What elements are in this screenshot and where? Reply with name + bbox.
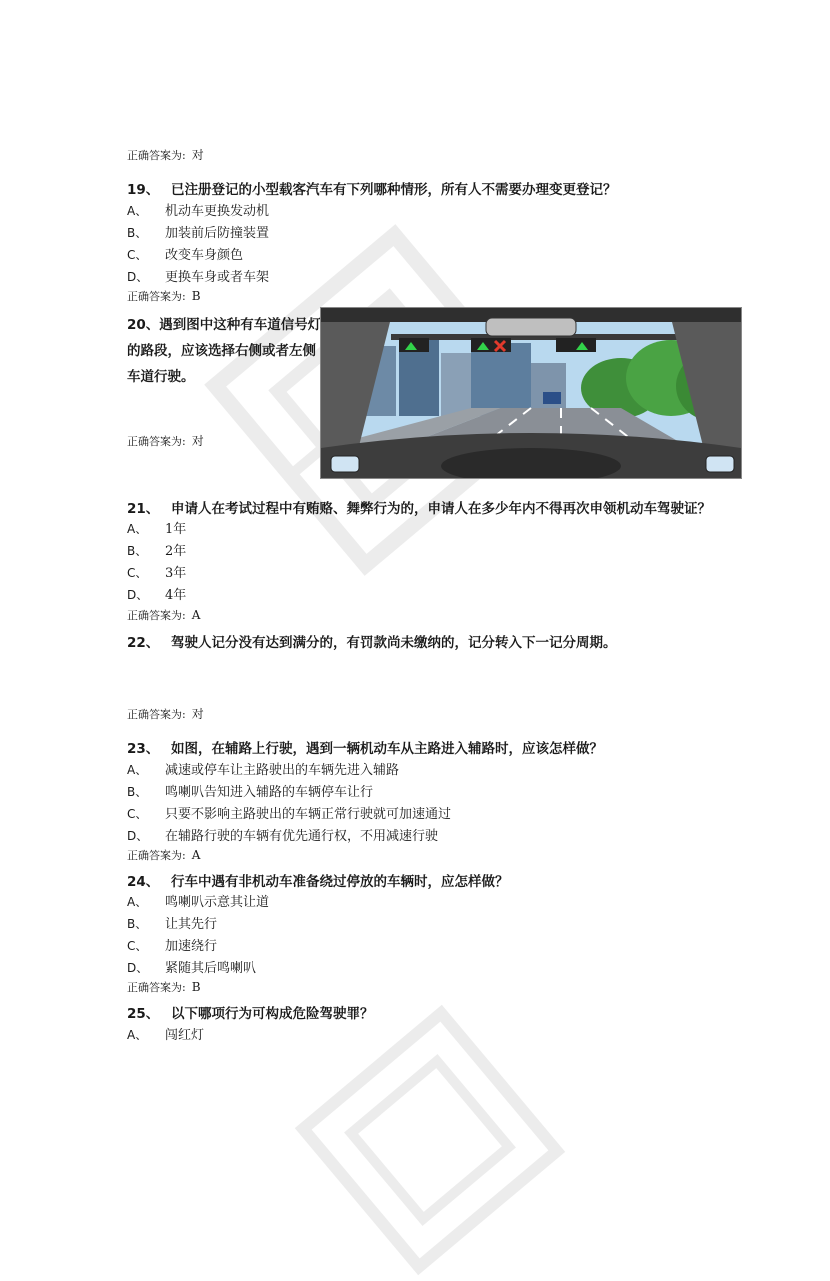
- question-24: [127, 870, 509, 890]
- question-20: [127, 312, 322, 390]
- option-a: [127, 200, 269, 219]
- question-21: [127, 497, 711, 517]
- option-text: 3年: [165, 566, 187, 581]
- answer-label: 正确答案为:: [127, 290, 186, 303]
- option-text: 更换车身或者车架: [165, 270, 270, 285]
- option-letter: A、: [127, 1028, 148, 1042]
- question-19: [127, 178, 617, 198]
- question-25: [127, 1002, 374, 1022]
- option-b: [127, 540, 186, 559]
- option-a: [127, 891, 269, 910]
- answer-label: 正确答案为:: [127, 435, 186, 448]
- question-23: [127, 737, 603, 757]
- question-number: 21、: [127, 501, 160, 517]
- option-letter: D、: [127, 961, 149, 975]
- answer-line: [127, 432, 204, 449]
- question-number: 19、: [127, 182, 160, 198]
- answer-label: 正确答案为:: [127, 708, 186, 721]
- answer-line: [127, 146, 204, 163]
- answer-value: 对: [191, 434, 204, 448]
- question-text: 驾驶人记分没有达到满分的，有罚款尚未缴纳的，记分转入下一记分周期。: [171, 635, 617, 651]
- option-c: [127, 803, 451, 822]
- answer-line: [127, 979, 201, 995]
- option-letter: A、: [127, 895, 148, 909]
- option-text: 改变车身颜色: [165, 248, 244, 263]
- option-a: [127, 1024, 204, 1043]
- option-text: 4年: [165, 588, 187, 603]
- answer-value: 对: [191, 148, 204, 162]
- option-b: [127, 222, 269, 241]
- option-a: [127, 518, 186, 537]
- option-letter: B、: [127, 544, 148, 558]
- question-text: 遇到图中这种有车道信号灯的路段，应该选择右侧或者左侧车道行驶。: [127, 317, 322, 385]
- option-d: [127, 266, 269, 285]
- option-text: 只要不影响主路驶出的车辆正常行驶就可加速通过: [165, 807, 452, 822]
- option-text: 加速绕行: [165, 939, 218, 954]
- option-letter: B、: [127, 785, 148, 799]
- question-text: 以下哪项行为可构成危险驾驶罪？: [171, 1006, 374, 1022]
- option-text: 2年: [165, 544, 187, 559]
- question-number: 20、: [127, 317, 160, 333]
- answer-label: 正确答案为:: [127, 149, 186, 162]
- option-text: 鸣喇叭告知进入辅路的车辆停车让行: [165, 785, 374, 800]
- option-letter: C、: [127, 248, 148, 262]
- answer-line: [127, 705, 204, 722]
- option-text: 在辅路行驶的车辆有优先通行权，不用减速行驶: [165, 829, 439, 844]
- question-text: 申请人在考试过程中有贿赂、舞弊行为的，申请人在多少年内不得再次申领机动车驾驶证？: [171, 501, 711, 517]
- option-letter: C、: [127, 566, 148, 580]
- option-b: [127, 913, 217, 932]
- question-number: 25、: [127, 1006, 160, 1022]
- answer-value: A: [191, 848, 201, 862]
- option-d: [127, 957, 256, 976]
- answer-label: 正确答案为:: [127, 981, 186, 994]
- option-letter: A、: [127, 204, 148, 218]
- option-b: [127, 781, 373, 800]
- option-text: 减速或停车让主路驶出的车辆先进入辅路: [165, 763, 400, 778]
- option-c: [127, 244, 243, 263]
- option-text: 鸣喇叭示意其让道: [165, 895, 270, 910]
- question-22: [127, 631, 617, 651]
- lane-signal-illustration: [320, 307, 742, 479]
- option-text: 1年: [165, 522, 187, 537]
- option-text: 让其先行: [165, 917, 218, 932]
- option-letter: C、: [127, 807, 148, 821]
- answer-value: B: [191, 289, 201, 303]
- answer-label: 正确答案为:: [127, 609, 186, 622]
- answer-line: [127, 607, 200, 623]
- option-letter: A、: [127, 522, 148, 536]
- option-c: [127, 935, 217, 954]
- question-number: 22、: [127, 635, 160, 651]
- answer-value: A: [191, 608, 201, 622]
- question-number: 24、: [127, 874, 160, 890]
- option-text: 加装前后防撞装置: [165, 226, 270, 241]
- option-letter: C、: [127, 939, 148, 953]
- option-letter: D、: [127, 270, 149, 284]
- option-c: [127, 562, 186, 581]
- question-text: 行车中遇有非机动车准备绕过停放的车辆时，应怎样做？: [171, 874, 509, 890]
- option-letter: B、: [127, 226, 148, 240]
- option-text: 机动车更换发动机: [165, 204, 270, 219]
- option-letter: D、: [127, 829, 149, 843]
- answer-value: 对: [191, 707, 204, 721]
- question-text: 已注册登记的小型载客汽车有下列哪种情形，所有人不需要办理变更登记？: [171, 182, 617, 198]
- option-d: [127, 584, 186, 603]
- option-text: 紧随其后鸣喇叭: [165, 961, 257, 976]
- option-letter: D、: [127, 588, 149, 602]
- option-d: [127, 825, 438, 844]
- option-a: [127, 759, 399, 778]
- question-text: 如图，在辅路上行驶，遇到一辆机动车从主路进入辅路时，应该怎样做？: [171, 741, 603, 757]
- option-letter: A、: [127, 763, 148, 777]
- answer-line: [127, 847, 200, 863]
- answer-value: B: [191, 980, 201, 994]
- answer-line: [127, 288, 201, 304]
- question-number: 23、: [127, 741, 160, 757]
- option-text: 闯红灯: [165, 1028, 205, 1043]
- option-letter: B、: [127, 917, 148, 931]
- answer-label: 正确答案为:: [127, 849, 186, 862]
